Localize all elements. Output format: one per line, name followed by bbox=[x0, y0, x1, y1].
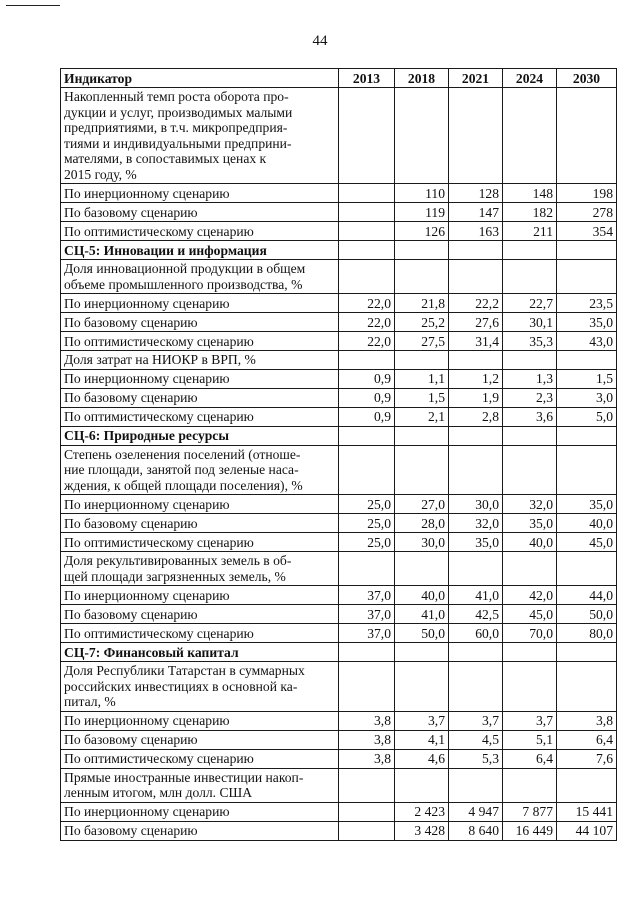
empty-cell bbox=[503, 260, 557, 294]
empty-cell bbox=[503, 445, 557, 495]
value-cell: 128 bbox=[449, 184, 503, 203]
value-cell: 3 428 bbox=[395, 821, 449, 840]
value-cell bbox=[339, 222, 395, 241]
value-cell: 44 107 bbox=[557, 821, 617, 840]
section-heading-row bbox=[61, 241, 617, 260]
value-cell: 211 bbox=[503, 222, 557, 241]
value-cell: 3,8 bbox=[339, 730, 395, 749]
value-cell: 4 947 bbox=[449, 802, 503, 821]
value-cell: 43,0 bbox=[557, 332, 617, 351]
value-cell: 27,0 bbox=[395, 495, 449, 514]
value-cell: 25,0 bbox=[339, 533, 395, 552]
top-left-rule bbox=[6, 5, 60, 6]
scenario-label: По базовому сценарию bbox=[61, 388, 339, 407]
value-cell: 40,0 bbox=[395, 586, 449, 605]
indicator-row bbox=[61, 260, 617, 294]
value-cell: 1,1 bbox=[395, 369, 449, 388]
empty-cell bbox=[449, 643, 503, 662]
value-cell: 3,7 bbox=[395, 711, 449, 730]
scenario-label: По базовому сценарию bbox=[61, 313, 339, 332]
scenario-label: По базовому сценарию bbox=[61, 821, 339, 840]
value-cell: 148 bbox=[503, 184, 557, 203]
value-cell: 42,5 bbox=[449, 605, 503, 624]
value-cell: 22,0 bbox=[339, 313, 395, 332]
empty-cell bbox=[449, 351, 503, 370]
scenario-label: По инерционному сценарию bbox=[61, 586, 339, 605]
value-cell: 5,3 bbox=[449, 749, 503, 768]
scenario-row bbox=[61, 203, 617, 222]
value-cell: 25,2 bbox=[395, 313, 449, 332]
scenario-row bbox=[61, 369, 617, 388]
value-cell: 3,8 bbox=[339, 749, 395, 768]
value-cell: 3,0 bbox=[557, 388, 617, 407]
scenario-row bbox=[61, 586, 617, 605]
value-cell: 126 bbox=[395, 222, 449, 241]
value-cell: 2 423 bbox=[395, 802, 449, 821]
indicators-table bbox=[60, 68, 617, 841]
value-cell: 0,9 bbox=[339, 369, 395, 388]
empty-cell bbox=[395, 662, 449, 712]
value-cell: 0,9 bbox=[339, 388, 395, 407]
scenario-row bbox=[61, 222, 617, 241]
value-cell: 2,1 bbox=[395, 407, 449, 426]
empty-cell bbox=[557, 351, 617, 370]
empty-cell bbox=[449, 768, 503, 802]
value-cell: 3,6 bbox=[503, 407, 557, 426]
scenario-label: По базовому сценарию bbox=[61, 514, 339, 533]
section-heading: СЦ-6: Природные ресурсы bbox=[61, 426, 339, 445]
value-cell: 44,0 bbox=[557, 586, 617, 605]
value-cell: 2,3 bbox=[503, 388, 557, 407]
value-cell: 30,0 bbox=[449, 495, 503, 514]
value-cell: 354 bbox=[557, 222, 617, 241]
empty-cell bbox=[503, 552, 557, 586]
value-cell: 1,2 bbox=[449, 369, 503, 388]
value-cell: 40,0 bbox=[503, 533, 557, 552]
scenario-row bbox=[61, 313, 617, 332]
value-cell: 2,8 bbox=[449, 407, 503, 426]
indicator-label: Доля затрат на НИОКР в ВРП, % bbox=[61, 351, 339, 370]
value-cell: 1,5 bbox=[557, 369, 617, 388]
header-year-2030: 2030 bbox=[557, 69, 617, 88]
empty-cell bbox=[557, 241, 617, 260]
scenario-label: По базовому сценарию bbox=[61, 203, 339, 222]
value-cell bbox=[339, 203, 395, 222]
scenario-row bbox=[61, 605, 617, 624]
header-year-2013: 2013 bbox=[339, 69, 395, 88]
empty-cell bbox=[503, 662, 557, 712]
empty-cell bbox=[449, 260, 503, 294]
value-cell: 8 640 bbox=[449, 821, 503, 840]
scenario-row bbox=[61, 821, 617, 840]
empty-cell bbox=[395, 426, 449, 445]
scenario-row bbox=[61, 495, 617, 514]
value-cell: 45,0 bbox=[503, 605, 557, 624]
empty-cell bbox=[557, 426, 617, 445]
value-cell: 4,1 bbox=[395, 730, 449, 749]
value-cell: 27,6 bbox=[449, 313, 503, 332]
scenario-row bbox=[61, 730, 617, 749]
empty-cell bbox=[449, 88, 503, 184]
value-cell: 27,5 bbox=[395, 332, 449, 351]
scenario-row bbox=[61, 711, 617, 730]
value-cell: 22,0 bbox=[339, 294, 395, 313]
empty-cell bbox=[395, 768, 449, 802]
value-cell: 4,6 bbox=[395, 749, 449, 768]
empty-cell bbox=[557, 260, 617, 294]
empty-cell bbox=[339, 88, 395, 184]
indicator-label: Доля инновационной продукции в общем объеме промышленного производства, % bbox=[61, 260, 339, 294]
value-cell: 42,0 bbox=[503, 586, 557, 605]
indicator-row bbox=[61, 351, 617, 370]
empty-cell bbox=[503, 351, 557, 370]
empty-cell bbox=[339, 445, 395, 495]
empty-cell bbox=[339, 552, 395, 586]
table-header-row bbox=[61, 69, 617, 88]
empty-cell bbox=[557, 768, 617, 802]
value-cell: 60,0 bbox=[449, 624, 503, 643]
empty-cell bbox=[395, 552, 449, 586]
scenario-row bbox=[61, 184, 617, 203]
value-cell: 15 441 bbox=[557, 802, 617, 821]
empty-cell bbox=[557, 88, 617, 184]
empty-cell bbox=[503, 643, 557, 662]
scenario-row bbox=[61, 624, 617, 643]
indicator-row bbox=[61, 662, 617, 712]
empty-cell bbox=[449, 426, 503, 445]
value-cell: 1,9 bbox=[449, 388, 503, 407]
value-cell: 5,1 bbox=[503, 730, 557, 749]
empty-cell bbox=[339, 260, 395, 294]
value-cell: 35,0 bbox=[557, 313, 617, 332]
scenario-row bbox=[61, 388, 617, 407]
empty-cell bbox=[449, 445, 503, 495]
value-cell: 182 bbox=[503, 203, 557, 222]
page-number: 44 bbox=[312, 33, 328, 49]
empty-cell bbox=[339, 768, 395, 802]
scenario-label: По оптимистическому сценарию bbox=[61, 749, 339, 768]
value-cell: 22,0 bbox=[339, 332, 395, 351]
empty-cell bbox=[503, 88, 557, 184]
value-cell: 37,0 bbox=[339, 586, 395, 605]
value-cell: 16 449 bbox=[503, 821, 557, 840]
empty-cell bbox=[449, 552, 503, 586]
empty-cell bbox=[395, 88, 449, 184]
value-cell: 35,0 bbox=[557, 495, 617, 514]
header-year-2024: 2024 bbox=[503, 69, 557, 88]
value-cell: 3,8 bbox=[339, 711, 395, 730]
scenario-label: По оптимистическому сценарию bbox=[61, 332, 339, 351]
value-cell: 41,0 bbox=[449, 586, 503, 605]
value-cell: 1,3 bbox=[503, 369, 557, 388]
value-cell: 7 877 bbox=[503, 802, 557, 821]
scenario-row bbox=[61, 533, 617, 552]
value-cell: 30,0 bbox=[395, 533, 449, 552]
scenario-row bbox=[61, 514, 617, 533]
value-cell: 31,4 bbox=[449, 332, 503, 351]
empty-cell bbox=[557, 643, 617, 662]
value-cell: 25,0 bbox=[339, 514, 395, 533]
indicator-label: Доля Республики Татарстан в суммарных российских инвестициях в основной ка- питал, % bbox=[61, 662, 339, 712]
value-cell: 23,5 bbox=[557, 294, 617, 313]
value-cell: 25,0 bbox=[339, 495, 395, 514]
indicator-row bbox=[61, 445, 617, 495]
value-cell: 5,0 bbox=[557, 407, 617, 426]
scenario-label: По оптимистическому сценарию bbox=[61, 407, 339, 426]
empty-cell bbox=[339, 351, 395, 370]
empty-cell bbox=[395, 643, 449, 662]
value-cell: 22,7 bbox=[503, 294, 557, 313]
scenario-label: По инерционному сценарию bbox=[61, 802, 339, 821]
scenario-row bbox=[61, 407, 617, 426]
value-cell: 7,6 bbox=[557, 749, 617, 768]
section-heading-row bbox=[61, 426, 617, 445]
value-cell: 119 bbox=[395, 203, 449, 222]
empty-cell bbox=[395, 445, 449, 495]
value-cell: 50,0 bbox=[557, 605, 617, 624]
value-cell: 70,0 bbox=[503, 624, 557, 643]
value-cell: 37,0 bbox=[339, 605, 395, 624]
value-cell: 163 bbox=[449, 222, 503, 241]
header-year-2021: 2021 bbox=[449, 69, 503, 88]
value-cell: 3,7 bbox=[449, 711, 503, 730]
indicator-label: Прямые иностранные инвестиции накоп- ленным итогом, млн долл. США bbox=[61, 768, 339, 802]
value-cell: 198 bbox=[557, 184, 617, 203]
value-cell: 3,8 bbox=[557, 711, 617, 730]
value-cell: 0,9 bbox=[339, 407, 395, 426]
empty-cell bbox=[395, 241, 449, 260]
value-cell: 6,4 bbox=[503, 749, 557, 768]
header-year-2018: 2018 bbox=[395, 69, 449, 88]
value-cell: 32,0 bbox=[449, 514, 503, 533]
value-cell bbox=[339, 821, 395, 840]
indicator-label: Накопленный темп роста оборота про- дукции и услуг, производимых малыми предприятиями, в т.ч. микропредприя- тиями и индивидуальными предприни- мателями, в сопоставимых ценах к 2015 году, % bbox=[61, 88, 339, 184]
section-heading: СЦ-7: Финансовый капитал bbox=[61, 643, 339, 662]
empty-cell bbox=[339, 241, 395, 260]
value-cell: 6,4 bbox=[557, 730, 617, 749]
value-cell: 30,1 bbox=[503, 313, 557, 332]
scenario-row bbox=[61, 294, 617, 313]
value-cell: 37,0 bbox=[339, 624, 395, 643]
value-cell: 45,0 bbox=[557, 533, 617, 552]
value-cell: 278 bbox=[557, 203, 617, 222]
value-cell: 35,3 bbox=[503, 332, 557, 351]
scenario-row bbox=[61, 332, 617, 351]
indicator-row bbox=[61, 768, 617, 802]
section-heading: СЦ-5: Инновации и информация bbox=[61, 241, 339, 260]
value-cell: 80,0 bbox=[557, 624, 617, 643]
scenario-row bbox=[61, 802, 617, 821]
empty-cell bbox=[503, 768, 557, 802]
section-heading-row bbox=[61, 643, 617, 662]
scenario-label: По оптимистическому сценарию bbox=[61, 533, 339, 552]
empty-cell bbox=[449, 241, 503, 260]
indicator-label: Доля рекультивированных земель в об- щей площади загрязненных земель, % bbox=[61, 552, 339, 586]
empty-cell bbox=[395, 260, 449, 294]
value-cell: 3,7 bbox=[503, 711, 557, 730]
value-cell: 35,0 bbox=[503, 514, 557, 533]
value-cell: 50,0 bbox=[395, 624, 449, 643]
header-indicator: Индикатор bbox=[61, 69, 339, 88]
empty-cell bbox=[557, 445, 617, 495]
scenario-label: По инерционному сценарию bbox=[61, 369, 339, 388]
scenario-label: По оптимистическому сценарию bbox=[61, 624, 339, 643]
scenario-label: По инерционному сценарию bbox=[61, 711, 339, 730]
value-cell: 41,0 bbox=[395, 605, 449, 624]
value-cell: 147 bbox=[449, 203, 503, 222]
empty-cell bbox=[503, 426, 557, 445]
value-cell: 40,0 bbox=[557, 514, 617, 533]
empty-cell bbox=[557, 662, 617, 712]
value-cell bbox=[339, 802, 395, 821]
empty-cell bbox=[449, 662, 503, 712]
value-cell: 32,0 bbox=[503, 495, 557, 514]
value-cell: 4,5 bbox=[449, 730, 503, 749]
value-cell: 110 bbox=[395, 184, 449, 203]
empty-cell bbox=[395, 351, 449, 370]
empty-cell bbox=[339, 643, 395, 662]
scenario-label: По инерционному сценарию bbox=[61, 294, 339, 313]
value-cell: 35,0 bbox=[449, 533, 503, 552]
empty-cell bbox=[339, 426, 395, 445]
scenario-label: По оптимистическому сценарию bbox=[61, 222, 339, 241]
value-cell: 28,0 bbox=[395, 514, 449, 533]
value-cell: 22,2 bbox=[449, 294, 503, 313]
scenario-label: По базовому сценарию bbox=[61, 605, 339, 624]
scenario-label: По инерционному сценарию bbox=[61, 184, 339, 203]
empty-cell bbox=[557, 552, 617, 586]
indicator-label: Степень озеленения поселений (отноше- ние площади, занятой под зеленые наса- ждения, к общей площади поселения), % bbox=[61, 445, 339, 495]
scenario-label: По базовому сценарию bbox=[61, 730, 339, 749]
empty-cell bbox=[503, 241, 557, 260]
indicator-row bbox=[61, 88, 617, 184]
value-cell: 21,8 bbox=[395, 294, 449, 313]
value-cell bbox=[339, 184, 395, 203]
scenario-row bbox=[61, 749, 617, 768]
empty-cell bbox=[339, 662, 395, 712]
scenario-label: По инерционному сценарию bbox=[61, 495, 339, 514]
indicator-row bbox=[61, 552, 617, 586]
value-cell: 1,5 bbox=[395, 388, 449, 407]
